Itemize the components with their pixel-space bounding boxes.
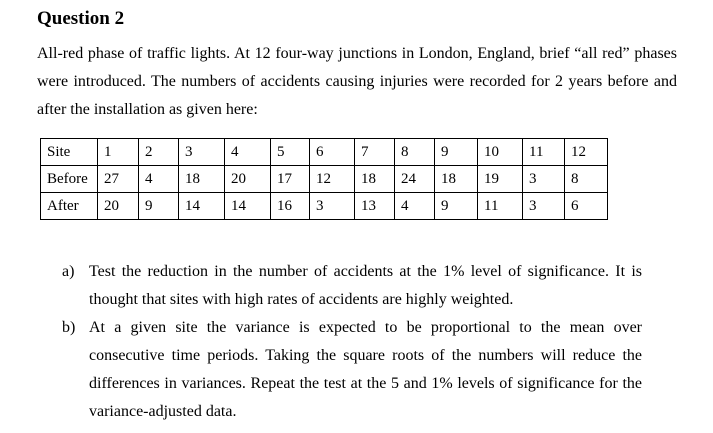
table-cell: 18 bbox=[435, 166, 478, 193]
table-cell: 9 bbox=[139, 193, 179, 220]
table-cell: 3 bbox=[179, 139, 225, 166]
table-cell: 17 bbox=[271, 166, 310, 193]
table-row bbox=[41, 166, 608, 193]
question-list bbox=[62, 258, 642, 426]
table-cell: 9 bbox=[435, 139, 478, 166]
table-cell: 18 bbox=[355, 166, 395, 193]
table-row bbox=[41, 139, 608, 166]
table-cell: 5 bbox=[271, 139, 310, 166]
row-label: Site bbox=[41, 139, 98, 166]
table-cell: 12 bbox=[565, 139, 608, 166]
table-cell: 16 bbox=[271, 193, 310, 220]
question-text: At a given site the variance is expected to be proportional to the mean over consecutive time periods. Taking the square roots of the numbers will reduce the differences in variances. Repeat the test at the 5 and 1% levels of significance for the variance-adjusted data. bbox=[89, 319, 642, 420]
table-cell: 2 bbox=[139, 139, 179, 166]
question-heading: Question 2 bbox=[37, 8, 125, 29]
table-cell: 20 bbox=[225, 166, 271, 193]
table-cell: 8 bbox=[395, 139, 435, 166]
table-cell: 4 bbox=[225, 139, 271, 166]
table-cell: 1 bbox=[98, 139, 139, 166]
table-cell: 3 bbox=[310, 193, 355, 220]
question-intro: All-red phase of traffic lights. At 12 four-way junctions in London, England, brief “all red” phases were introduced. The numbers of accidents causing injuries were recorded for 2 years before and after the installation as given here: bbox=[37, 45, 677, 118]
table-cell: 9 bbox=[435, 193, 478, 220]
question-marker: b) bbox=[62, 319, 76, 336]
question-marker: a) bbox=[62, 263, 75, 280]
table-cell: 13 bbox=[355, 193, 395, 220]
table-cell: 27 bbox=[98, 166, 139, 193]
table-cell: 14 bbox=[225, 193, 271, 220]
table-row bbox=[41, 193, 608, 220]
table-cell: 4 bbox=[139, 166, 179, 193]
table-cell: 10 bbox=[478, 139, 523, 166]
accidents-table-body bbox=[41, 139, 608, 220]
table-cell: 24 bbox=[395, 166, 435, 193]
table-cell: 14 bbox=[179, 193, 225, 220]
table-cell: 18 bbox=[179, 166, 225, 193]
row-label: Before bbox=[41, 166, 98, 193]
table-cell: 6 bbox=[310, 139, 355, 166]
row-label: After bbox=[41, 193, 98, 220]
table-cell: 3 bbox=[523, 193, 565, 220]
table-cell: 11 bbox=[523, 139, 565, 166]
table-cell: 12 bbox=[310, 166, 355, 193]
table-cell: 3 bbox=[523, 166, 565, 193]
question-item bbox=[62, 314, 642, 426]
table-cell: 19 bbox=[478, 166, 523, 193]
question-item bbox=[62, 258, 642, 314]
table-cell: 11 bbox=[478, 193, 523, 220]
table-cell: 7 bbox=[355, 139, 395, 166]
table-cell: 4 bbox=[395, 193, 435, 220]
table-cell: 8 bbox=[565, 166, 608, 193]
table-cell: 6 bbox=[565, 193, 608, 220]
question-text: Test the reduction in the number of accidents at the 1% level of significance. It is thought that sites with high rates of accidents are highly weighted. bbox=[89, 263, 642, 308]
table-cell: 20 bbox=[98, 193, 139, 220]
accidents-table bbox=[40, 138, 608, 220]
